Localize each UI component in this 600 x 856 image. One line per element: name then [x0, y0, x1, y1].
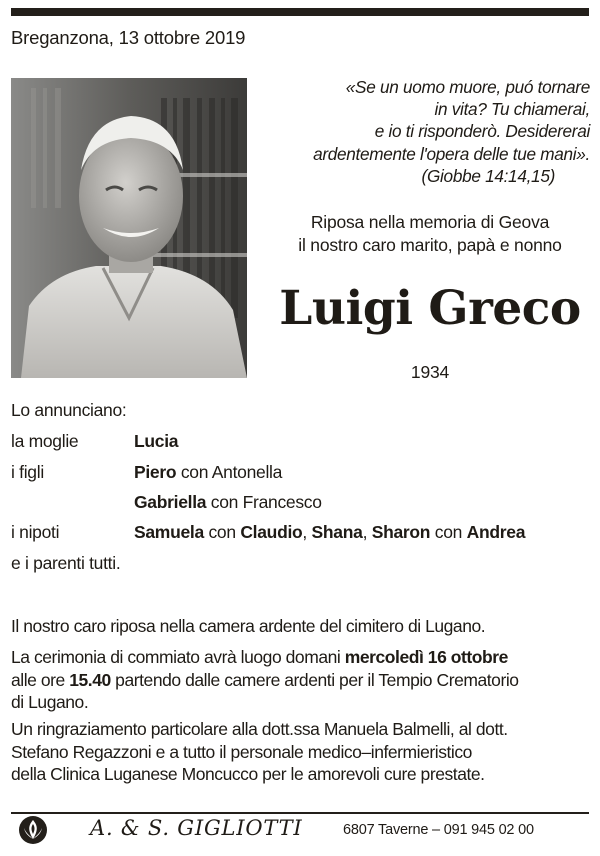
- family-label: la moglie: [11, 431, 79, 451]
- footer-rule: [11, 812, 589, 814]
- family-names: Samuela con Claudio, Shana, Sharon con Andrea: [134, 522, 526, 542]
- intro-text: [262, 211, 598, 256]
- relatives-text: e i parenti tutti.: [11, 553, 121, 573]
- funeral-home-name: A. & S. GIGLIOTTI: [90, 816, 303, 840]
- quote-line: «Se un uomo muore, puó tornare: [345, 77, 590, 97]
- intro-line-2: il nostro caro marito, papà e nonno: [298, 234, 562, 255]
- quote-line: ardentemente l'opera delle tue mani».: [313, 143, 590, 164]
- bible-quote: [262, 76, 590, 187]
- birth-year: 1934: [410, 362, 450, 382]
- funeral-home-contact: 6807 Taverne – 091 945 02 00: [343, 822, 534, 838]
- family-names: Lucia: [134, 431, 179, 451]
- paragraph-camera-ardente: Il nostro caro riposa nella camera ardente del cimitero di Lugano.: [11, 616, 486, 636]
- paragraph-thanks: Un ringraziamento particolare alla dott.ssa Manuela Balmelli, al dott. Stefano Regazzoni e a tutto il personale medico–infermieristico della Clinica Luganese Moncucco per le amorevoli cure prestate.: [11, 719, 508, 785]
- paragraph-ceremony: La cerimonia di commiato avrà luogo domani mercoledì 16 ottobre alle ore 15.40 partendo dalle camere ardenti per il Tempio Crematorio di Lugano.: [11, 647, 519, 713]
- family-label: i nipoti: [11, 522, 60, 542]
- date-line: Breganzona, 13 ottobre 2019: [11, 27, 246, 48]
- deceased-name: Luigi Greco: [279, 281, 581, 336]
- family-names: Piero con Antonella: [134, 462, 283, 482]
- portrait-photo: [11, 78, 247, 378]
- quote-reference: (Giobbe 14:14,15): [421, 165, 555, 186]
- family-names: Gabriella con Francesco: [134, 492, 322, 512]
- funeral-home-logo-icon: [18, 815, 48, 845]
- family-label: i figli: [11, 462, 44, 482]
- intro-line-1: Riposa nella memoria di Geova: [310, 212, 550, 232]
- quote-line: e io ti risponderò. Desidererai: [374, 121, 590, 142]
- quote-line: in vita? Tu chiamerai,: [434, 99, 590, 120]
- announcement-heading: Lo annunciano:: [11, 400, 127, 420]
- top-rule: [11, 8, 589, 16]
